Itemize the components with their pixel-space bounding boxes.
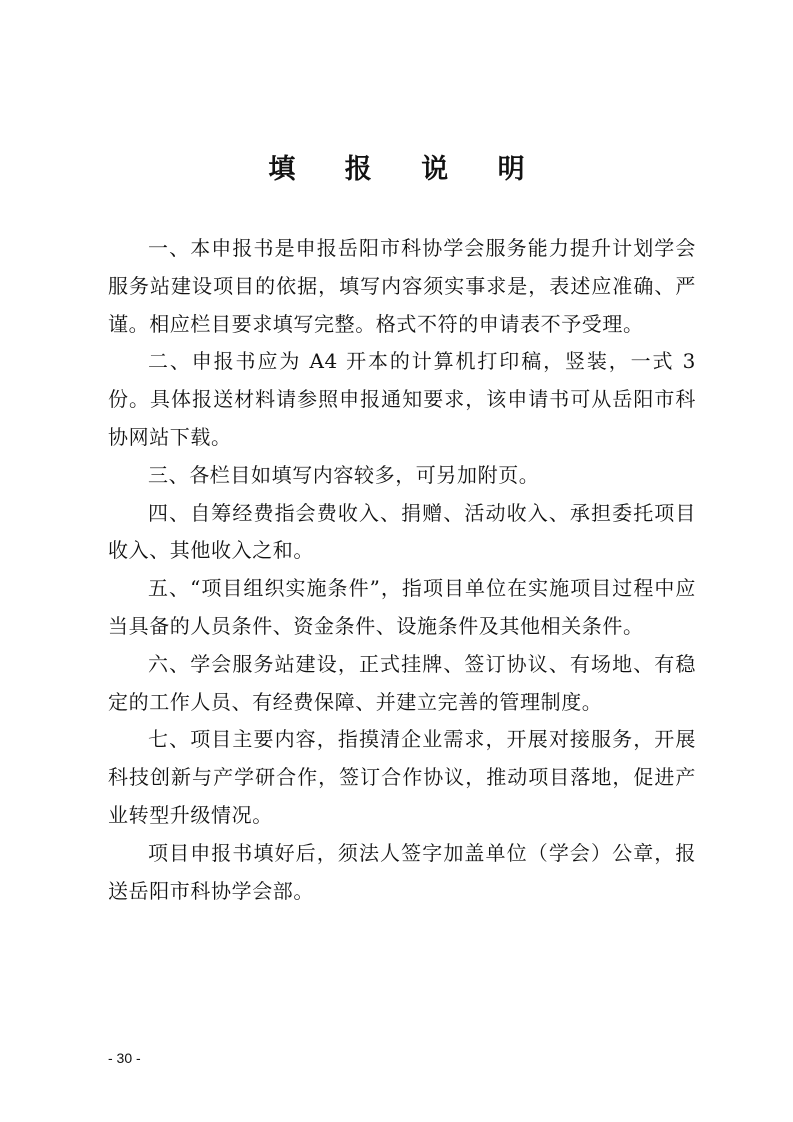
instruction-paragraph-7: 七、项目主要内容，指摸清企业需求，开展对接服务，开展科技创新与产学研合作，签订合作协议，推动项目落地，促进产业转型升级情况。	[108, 727, 696, 827]
instruction-paragraph-1: 一、本申报书是申报岳阳市科协学会服务能力提升计划学会服务站建设项目的依据，填写内容须实事求是，表述应准确、严谨。相应栏目要求填写完整。格式不符的申请表不予受理。	[108, 236, 696, 336]
instruction-paragraph-2: 二、申报书应为 A4 开本的计算机打印稿，竖装，一式 3 份。具体报送材料请参照申报通知要求，该申请书可从岳阳市科协网站下载。	[108, 349, 696, 449]
submission-note: 项目申报书填好后，须法人签字加盖单位（学会）公章，报送岳阳市科协学会部。	[108, 840, 696, 903]
instructions-body	[108, 230, 696, 910]
instruction-paragraph-6: 六、学会服务站建设，正式挂牌、签订协议、有场地、有稳定的工作人员、有经费保障、并建立完善的管理制度。	[108, 651, 696, 714]
page-number: - 30 -	[108, 1050, 141, 1066]
instruction-paragraph-4: 四、自筹经费指会费收入、捐赠、活动收入、承担委托项目收入、其他收入之和。	[108, 500, 696, 563]
instruction-paragraph-3: 三、各栏目如填写内容较多，可另加附页。	[148, 462, 540, 487]
instruction-paragraph-5: 五、“项目组织实施条件”，指项目单位在实施项目过程中应当具备的人员条件、资金条件、设施条件及其他相关条件。	[108, 576, 696, 638]
page-title: 填 报 说 明	[268, 154, 545, 185]
